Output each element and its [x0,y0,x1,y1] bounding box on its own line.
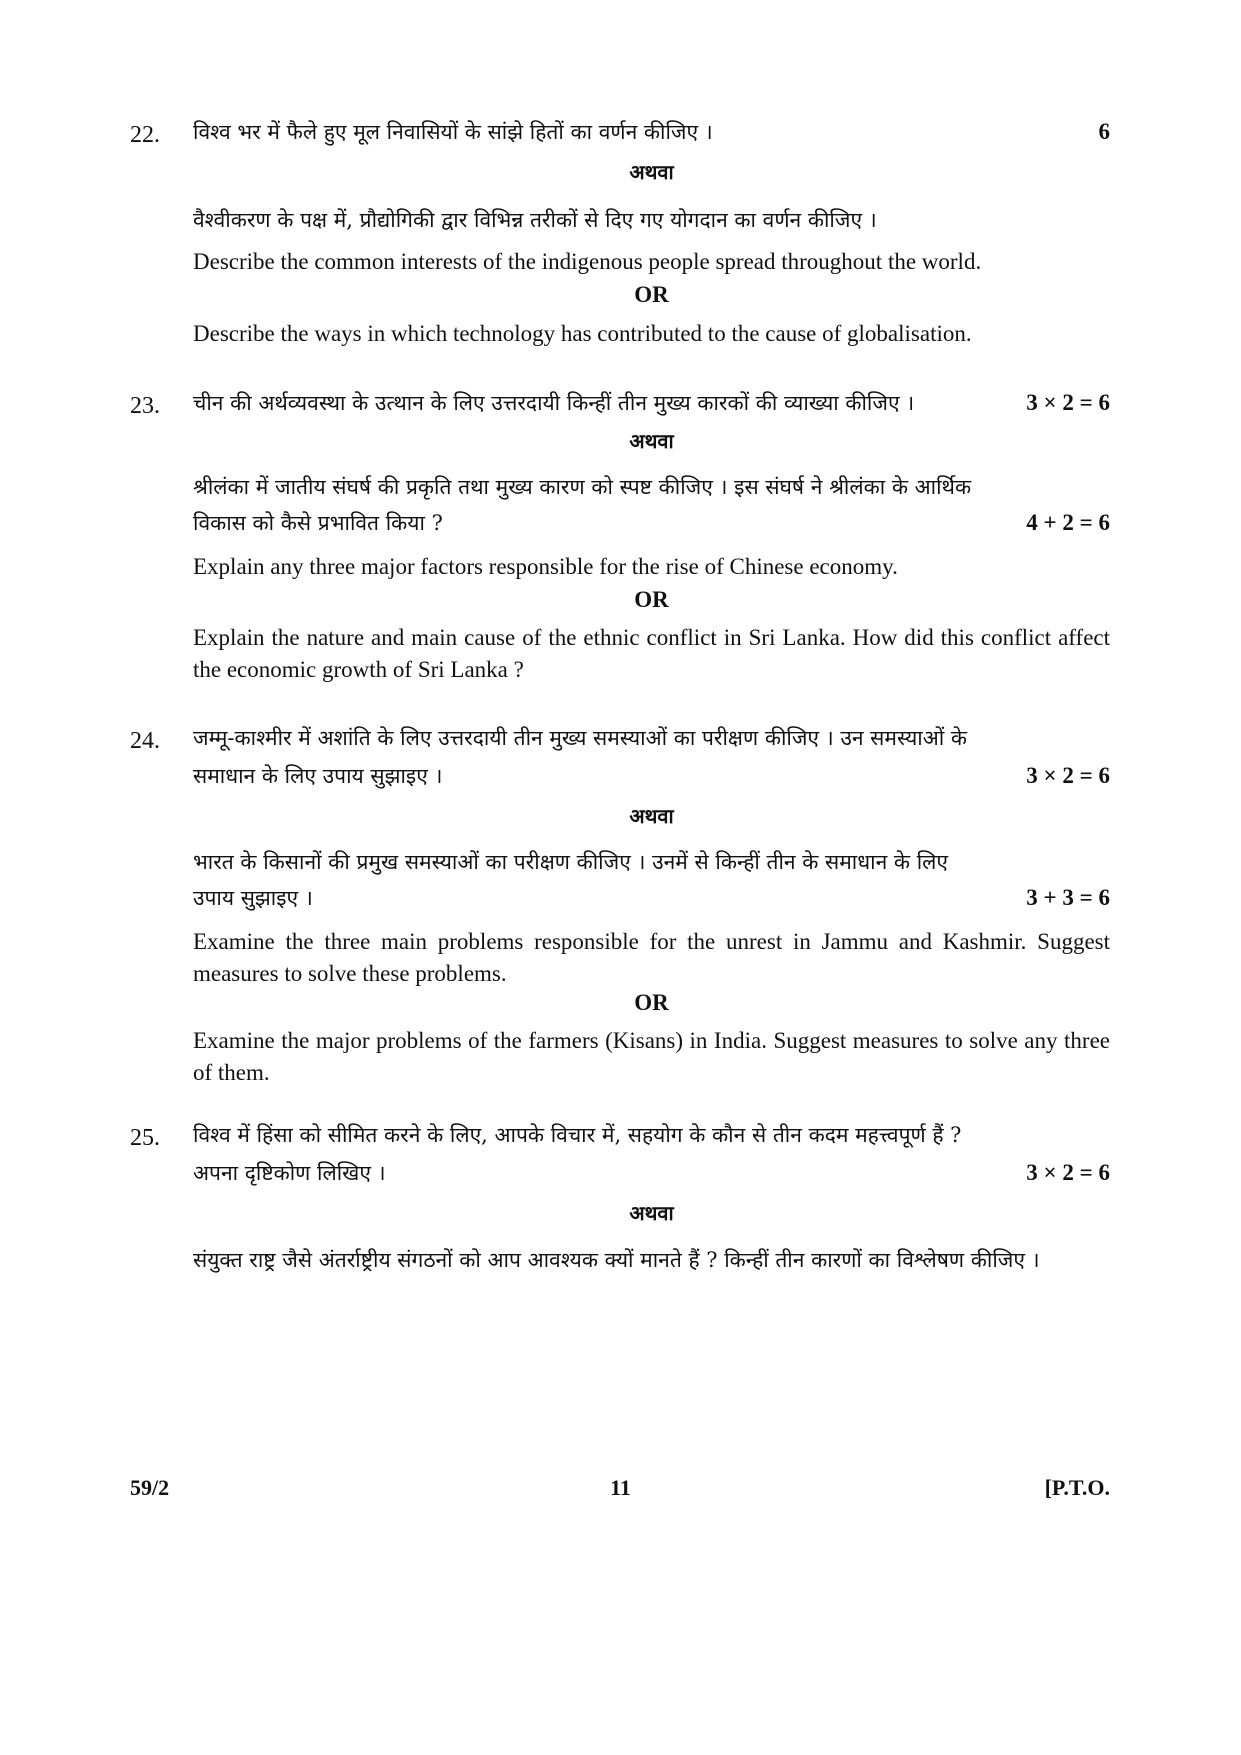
english-question: Examine the three main problems responsible for the unrest in Jammu and Kashmir. Suggest measures to solve these problems. [193,929,1110,986]
english-question: Describe the common interests of the indigenous people spread throughout the world. [193,249,982,274]
question-number: 24. [130,728,160,754]
alt-marks: 4 + 2 = 6 [1026,510,1110,535]
question-number: 25. [130,1125,160,1151]
hindi-alternative-line-1: भारत के किसानों की प्रमुख समस्याओं का परीक्षण कीजिए । उनमें से किन्हीं तीन के समाधान के लिए [193,850,949,874]
marks: 3 × 2 = 6 [1026,763,1110,788]
hindi-alternative-line-2: विकास को कैसे प्रभावित किया ? [193,511,443,535]
question-number: 22. [130,122,160,148]
hindi-or: अथवा [629,804,674,828]
english-or: OR [634,990,669,1015]
marks: 3 × 2 = 6 [1026,1160,1110,1185]
hindi-question-line-2: समाधान के लिए उपाय सुझाइए । [193,764,443,788]
hindi-alternative-line-1: श्रीलंका में जातीय संघर्ष की प्रकृति तथा मुख्य कारण को स्पष्ट कीजिए । इस संघर्ष ने श्रीलंका के आर्थिक [193,475,972,499]
paper-code: 59/2 [130,1475,170,1500]
alt-marks: 3 + 3 = 6 [1026,885,1110,910]
english-alternative: Describe the ways in which technology has contributed to the cause of globalisation. [193,321,972,346]
english-alternative: Examine the major problems of the farmers (Kisans) in India. Suggest measures to solve any three of them. [193,1028,1110,1085]
question-number: 23. [130,393,160,419]
hindi-question-line-1: विश्व में हिंसा को सीमित करने के लिए, आपके विचार में, सहयोग के कौन से तीन कदम महत्त्वपूर्ण हैं ? [193,1123,962,1147]
hindi-alternative: वैश्वीकरण के पक्ष में, प्रौद्योगिकी द्वार विभिन्न तरीकों से दिए गए योगदान का वर्णन कीजिए । [193,208,877,232]
hindi-alternative: संयुक्त राष्ट्र जैसे अंतर्राष्ट्रीय संगठनों को आप आवश्यक क्यों मानते हैं ? किन्हीं तीन कारणों का विश्लेषण कीजिए । [193,1248,1040,1272]
english-question: Explain any three major factors responsible for the rise of Chinese economy. [193,554,898,579]
marks: 3 × 2 = 6 [1026,390,1110,415]
hindi-or: अथवा [629,429,674,453]
marks: 6 [1098,119,1110,144]
english-or: OR [634,587,669,612]
english-or: OR [634,282,669,307]
page-number: 11 [610,1475,631,1500]
english-alternative: Explain the nature and main cause of the ethnic conflict in Sri Lanka. How did this conflict affect the economic growth of Sri Lanka ? [193,625,1110,682]
hindi-or: अथवा [629,1201,674,1225]
hindi-question-line-1: जम्मू-काश्मीर में अशांति के लिए उत्तरदायी तीन मुख्य समस्याओं का परीक्षण कीजिए । उन समस्याओं के [193,726,967,750]
hindi-question-line-2: अपना दृष्टिकोण लिखिए । [193,1161,386,1185]
hindi-question: चीन की अर्थव्यवस्था के उत्थान के लिए उत्तरदायी किन्हीं तीन मुख्य कारकों की व्याख्या कीजिए । [193,391,915,415]
hindi-or: अथवा [629,160,674,184]
hindi-question: विश्व भर में फैले हुए मूल निवासियों के सांझे हितों का वर्णन कीजिए । [193,120,713,144]
please-turn-over: [P.T.O. [1044,1475,1110,1500]
hindi-alternative-line-2: उपाय सुझाइए । [193,886,313,910]
